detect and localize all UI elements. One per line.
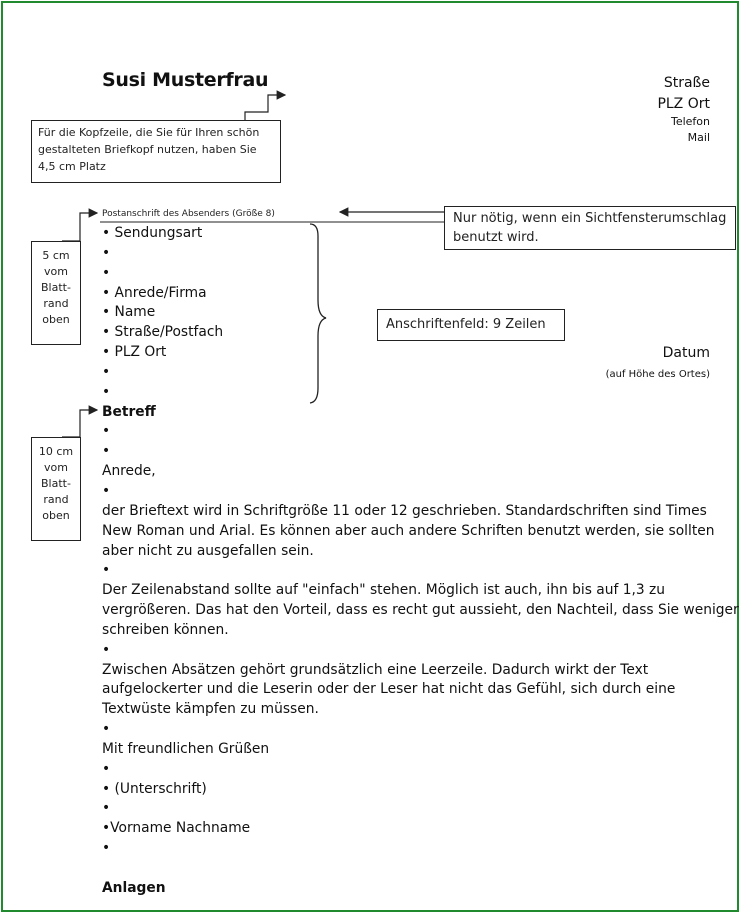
- letter-line: •: [102, 562, 111, 579]
- letter-line: Der Zeilenabstand sollte auf "einfach" stehen. Möglich ist auch, ihn bis auf 1,3 zu: [102, 582, 666, 599]
- header-arrow: [245, 95, 285, 120]
- letter-line: Textwüste kämpfen zu müssen.: [102, 701, 319, 718]
- sender-name: Susi Musterfrau: [102, 69, 269, 91]
- letter-line: schreiben können.: [102, 621, 229, 638]
- letter-line: •: [102, 383, 111, 400]
- letter-line: •: [102, 840, 111, 857]
- window-note-text: Nur nötig, wenn ein Sichtfensterumschlag benutzt wird.: [453, 211, 727, 245]
- letter-line: Anrede,: [102, 463, 156, 480]
- letter-line: • (Unterschrift): [102, 780, 207, 797]
- date-label: Datum: [662, 345, 710, 361]
- letter-line: •: [102, 721, 111, 738]
- letter-line: •: [102, 760, 111, 777]
- letter-line: Betreff: [102, 403, 156, 420]
- letter-line: Mit freundlichen Grüßen: [102, 740, 270, 757]
- margin-5cm-line: vom: [44, 265, 68, 278]
- letter-line: Zwischen Absätzen gehört grundsätzlich eine Leerzeile. Dadurch wirkt der Text: [102, 661, 649, 678]
- margin-10cm-line: oben: [42, 509, 70, 522]
- letter-line: • Anrede/Firma: [102, 284, 207, 301]
- letter-line: •: [102, 641, 111, 658]
- margin-10cm-line: vom: [44, 461, 68, 474]
- letter-line: •Vorname Nachname: [102, 820, 251, 837]
- letter-line: •: [102, 264, 111, 281]
- sender-address-line: Postanschrift des Absenders (Größe 8): [102, 209, 275, 219]
- margin-10cm-arrow: [62, 410, 97, 437]
- address-field-text: Anschriftenfeld: 9 Zeilen: [386, 317, 546, 332]
- letter-line: vergrößeren. Das hat den Vorteil, dass es recht gut aussieht, den Nachteil, dass Sie weniger: [102, 602, 739, 619]
- letter-line: •: [102, 800, 111, 817]
- contact-street: Straße: [663, 75, 710, 91]
- letter-line: • PLZ Ort: [102, 344, 167, 361]
- contact-phone: Telefon: [670, 115, 710, 128]
- letter-line: •: [102, 244, 111, 261]
- margin-10cm-line: rand: [43, 493, 69, 506]
- header-note-text: Für die Kopfzeile, die Sie für Ihren schön gestalteten Briefkopf nutzen, haben Sie 4,5 cm Platz: [38, 126, 260, 173]
- margin-5cm-line: oben: [42, 313, 70, 326]
- address-brace: [310, 224, 326, 403]
- margin-5cm-line: rand: [43, 297, 69, 310]
- margin-5cm-line: 5 cm: [42, 249, 70, 262]
- letter-line: • Name: [102, 304, 156, 321]
- letter-line: • Straße/Postfach: [102, 324, 224, 341]
- letter-line: •: [102, 482, 111, 499]
- letter-line: aber nicht zu ausgefallen sein.: [102, 542, 314, 559]
- date-note: (auf Höhe des Ortes): [605, 369, 710, 380]
- margin-5cm-line: Blatt-: [41, 281, 71, 294]
- letter-line: der Brieftext wird in Schriftgröße 11 oder 12 geschrieben. Standardschriften sind Times: [102, 502, 707, 519]
- margin-10cm-line: 10 cm: [38, 445, 74, 458]
- letter-line: •: [102, 363, 111, 380]
- margin-10cm-line: Blatt-: [41, 477, 71, 490]
- letter-line: New Roman und Arial. Es können aber auch andere Schriften benutzt werden, sie sollten: [102, 522, 715, 539]
- letter-line: aufgelockerter und die Leserin oder der Leser hat nicht das Gefühl, sich durch eine: [102, 681, 676, 698]
- letter-line: • Sendungsart: [102, 225, 203, 241]
- margin-5cm-arrow: [62, 213, 97, 241]
- letter-line: Anlagen: [102, 879, 166, 896]
- letter-line: •: [102, 443, 111, 460]
- contact-plz-ort: PLZ Ort: [657, 96, 710, 112]
- contact-mail: Mail: [687, 131, 710, 144]
- letter-line: •: [102, 423, 111, 440]
